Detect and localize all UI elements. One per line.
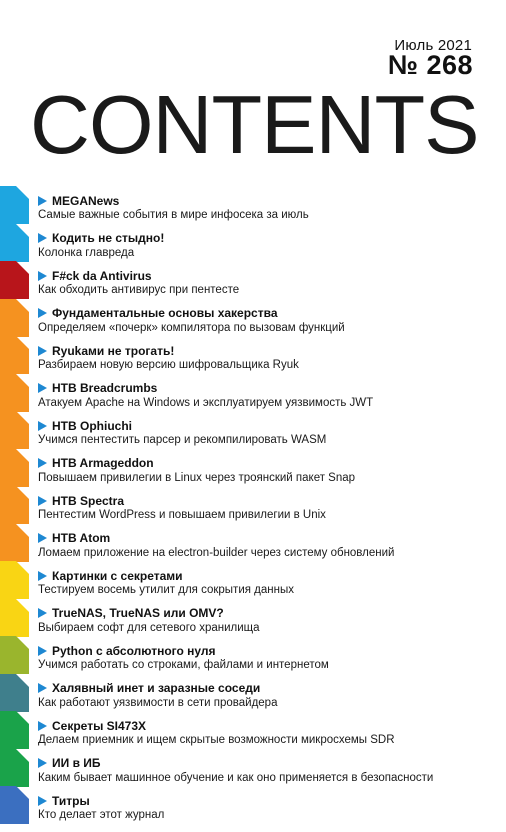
toc-entry-title: HTB Spectra — [52, 493, 125, 508]
toc-entry-text — [38, 756, 498, 785]
toc-entry-text — [38, 456, 498, 485]
toc-entry-title-link[interactable] — [38, 456, 498, 471]
table-of-contents — [0, 186, 506, 824]
toc-entry-title-link[interactable] — [38, 418, 498, 433]
issue-number: № 268 — [387, 50, 473, 80]
section-color-stripe — [0, 599, 29, 637]
toc-entry-text — [38, 643, 498, 672]
toc-entry-title-link[interactable] — [38, 306, 498, 321]
toc-entry-title-link[interactable] — [38, 268, 498, 283]
toc-entry-title: Фундаментальные основы хакерства — [52, 306, 278, 320]
arrow-right-icon — [38, 346, 47, 356]
toc-entry-description: Выбираем софт для сетевого хранилища — [38, 621, 260, 634]
toc-entry[interactable] — [0, 524, 506, 562]
section-color-stripe — [0, 711, 29, 749]
toc-entry[interactable] — [0, 411, 506, 449]
toc-entry-text — [38, 531, 498, 560]
toc-entry-title-link[interactable] — [38, 193, 498, 208]
toc-entry-description: Как обходить антивирус при пентесте — [38, 284, 240, 296]
toc-entry-text — [38, 493, 498, 522]
arrow-right-icon — [38, 496, 47, 506]
toc-entry-title-link[interactable] — [38, 343, 498, 358]
section-color-stripe — [0, 449, 29, 487]
toc-entry-description: Разбираем новую версию шифровальщика Ryuk — [38, 359, 299, 371]
toc-entry-title: MEGANews — [52, 193, 120, 208]
toc-entry-description: Повышаем привилегии в Linux через троянский пакет Snap — [38, 471, 356, 484]
toc-entry-description: Учимся пентестить парсер и рекомпилировать WASM — [38, 434, 327, 446]
toc-entry-title: HTB Ophiuchi — [52, 418, 132, 433]
toc-entry-title-link[interactable] — [38, 493, 498, 508]
toc-entry-description: Как работают уязвимости в сети провайдера — [38, 696, 278, 709]
toc-entry-title-link[interactable] — [38, 793, 498, 808]
toc-entry-title: HTB Armageddon — [52, 456, 154, 470]
section-color-stripe — [0, 224, 29, 262]
toc-entry-title: Ryukами не трогать! — [52, 343, 175, 358]
toc-entry[interactable] — [0, 749, 506, 787]
section-color-stripe — [0, 486, 29, 524]
toc-entry-title-link[interactable] — [38, 756, 498, 771]
section-color-stripe — [0, 561, 29, 599]
section-color-stripe — [0, 336, 29, 374]
arrow-right-icon — [38, 271, 47, 281]
toc-entry-title: TrueNAS, TrueNAS или OMV? — [52, 606, 224, 620]
toc-entry[interactable] — [0, 599, 506, 637]
arrow-right-icon — [38, 196, 47, 206]
toc-entry[interactable] — [0, 449, 506, 487]
toc-entry-description: Определяем «почерк» компилятора по вызовам функций — [38, 321, 345, 334]
toc-entry-description: Пентестим WordPress и повышаем привилегии в Unix — [38, 509, 326, 521]
toc-entry-title-link[interactable] — [38, 231, 498, 246]
arrow-right-icon — [38, 421, 47, 431]
arrow-right-icon — [38, 796, 47, 806]
toc-entry[interactable] — [0, 299, 506, 337]
toc-entry-description: Самые важные события в мире инфосека за июль — [38, 209, 309, 221]
section-color-stripe — [0, 749, 29, 787]
toc-entry-description: Колонка главреда — [38, 246, 135, 259]
arrow-right-icon — [38, 683, 47, 693]
arrow-right-icon — [38, 758, 47, 768]
toc-entry-text — [38, 681, 498, 710]
toc-entry-text — [38, 418, 498, 447]
toc-entry-title: Кодить не стыдно! — [52, 231, 165, 245]
toc-entry-title: Картинки с секретами — [52, 568, 183, 583]
section-color-stripe — [0, 674, 29, 712]
toc-entry-description: Кто делает этот журнал — [38, 809, 165, 821]
toc-entry-text — [38, 231, 498, 260]
toc-entry-title-link[interactable] — [38, 381, 498, 396]
toc-entry-text — [38, 718, 498, 747]
toc-entry[interactable] — [0, 336, 506, 374]
toc-entry[interactable] — [0, 486, 506, 524]
toc-entry[interactable] — [0, 186, 506, 224]
section-color-stripe — [0, 374, 29, 412]
toc-entry-description: Учимся работать со строками, файлами и интернетом — [38, 659, 329, 671]
toc-entry-text — [38, 193, 498, 222]
toc-entry-title: HTB Breadcrumbs — [52, 381, 158, 395]
toc-entry-description: Каким бывает машинное обучение и как оно применяется в безопасности — [38, 771, 434, 784]
toc-entry-text — [38, 793, 498, 822]
arrow-right-icon — [38, 458, 47, 468]
toc-entry-description: Ломаем приложение на electron-builder через систему обновлений — [38, 546, 395, 559]
toc-entry-title-link[interactable] — [38, 681, 498, 696]
toc-entry-text — [38, 381, 498, 410]
toc-entry[interactable] — [0, 711, 506, 749]
toc-entry-title: HTB Atom — [52, 531, 111, 545]
toc-entry-description: Атакуем Apache на Windows и эксплуатируем уязвимость JWT — [38, 396, 374, 409]
arrow-right-icon — [38, 571, 47, 581]
toc-entry[interactable] — [0, 786, 506, 824]
toc-entry-title-link[interactable] — [38, 531, 498, 546]
toc-entry-title: ИИ в ИБ — [52, 756, 101, 770]
toc-entry-title-link[interactable] — [38, 718, 498, 733]
toc-entry-title: Титры — [52, 793, 90, 808]
toc-entry[interactable] — [0, 636, 506, 674]
section-color-stripe — [0, 786, 29, 824]
arrow-right-icon — [38, 721, 47, 731]
toc-entry-description: Тестируем восемь утилит для сокрытия данных — [38, 584, 294, 596]
section-color-stripe — [0, 411, 29, 449]
section-color-stripe — [0, 261, 29, 299]
toc-entry-title: F#ck da Antivirus — [52, 268, 152, 283]
toc-entry-title: Python с абсолютного нуля — [52, 643, 216, 658]
toc-entry-title-link[interactable] — [38, 606, 498, 621]
toc-entry-text — [38, 306, 498, 335]
toc-entry-text — [38, 343, 498, 372]
arrow-right-icon — [38, 308, 47, 318]
toc-entry[interactable] — [0, 261, 506, 299]
page-title: CONTENTS — [30, 78, 479, 171]
toc-entry[interactable] — [0, 561, 506, 599]
toc-entry-title: Халявный инет и заразные соседи — [52, 681, 261, 695]
section-color-stripe — [0, 299, 29, 337]
toc-entry-title-link[interactable] — [38, 643, 498, 658]
section-color-stripe — [0, 636, 29, 674]
arrow-right-icon — [38, 646, 47, 656]
arrow-right-icon — [38, 233, 47, 243]
toc-entry-text — [38, 606, 498, 635]
issue-date: Июль 2021 — [394, 37, 472, 54]
arrow-right-icon — [38, 383, 47, 393]
toc-entry-description: Делаем приемник и ищем скрытые возможности микросхемы SDR — [38, 734, 395, 746]
arrow-right-icon — [38, 608, 47, 618]
toc-entry-text — [38, 268, 498, 297]
toc-entry[interactable] — [0, 674, 506, 712]
toc-entry-title-link[interactable] — [38, 568, 498, 583]
toc-entry[interactable] — [0, 224, 506, 262]
toc-entry-text — [38, 568, 498, 597]
toc-entry-title: Секреты SI473X — [52, 718, 147, 733]
toc-entry[interactable] — [0, 374, 506, 412]
section-color-stripe — [0, 186, 29, 224]
arrow-right-icon — [38, 533, 47, 543]
section-color-stripe — [0, 524, 29, 562]
